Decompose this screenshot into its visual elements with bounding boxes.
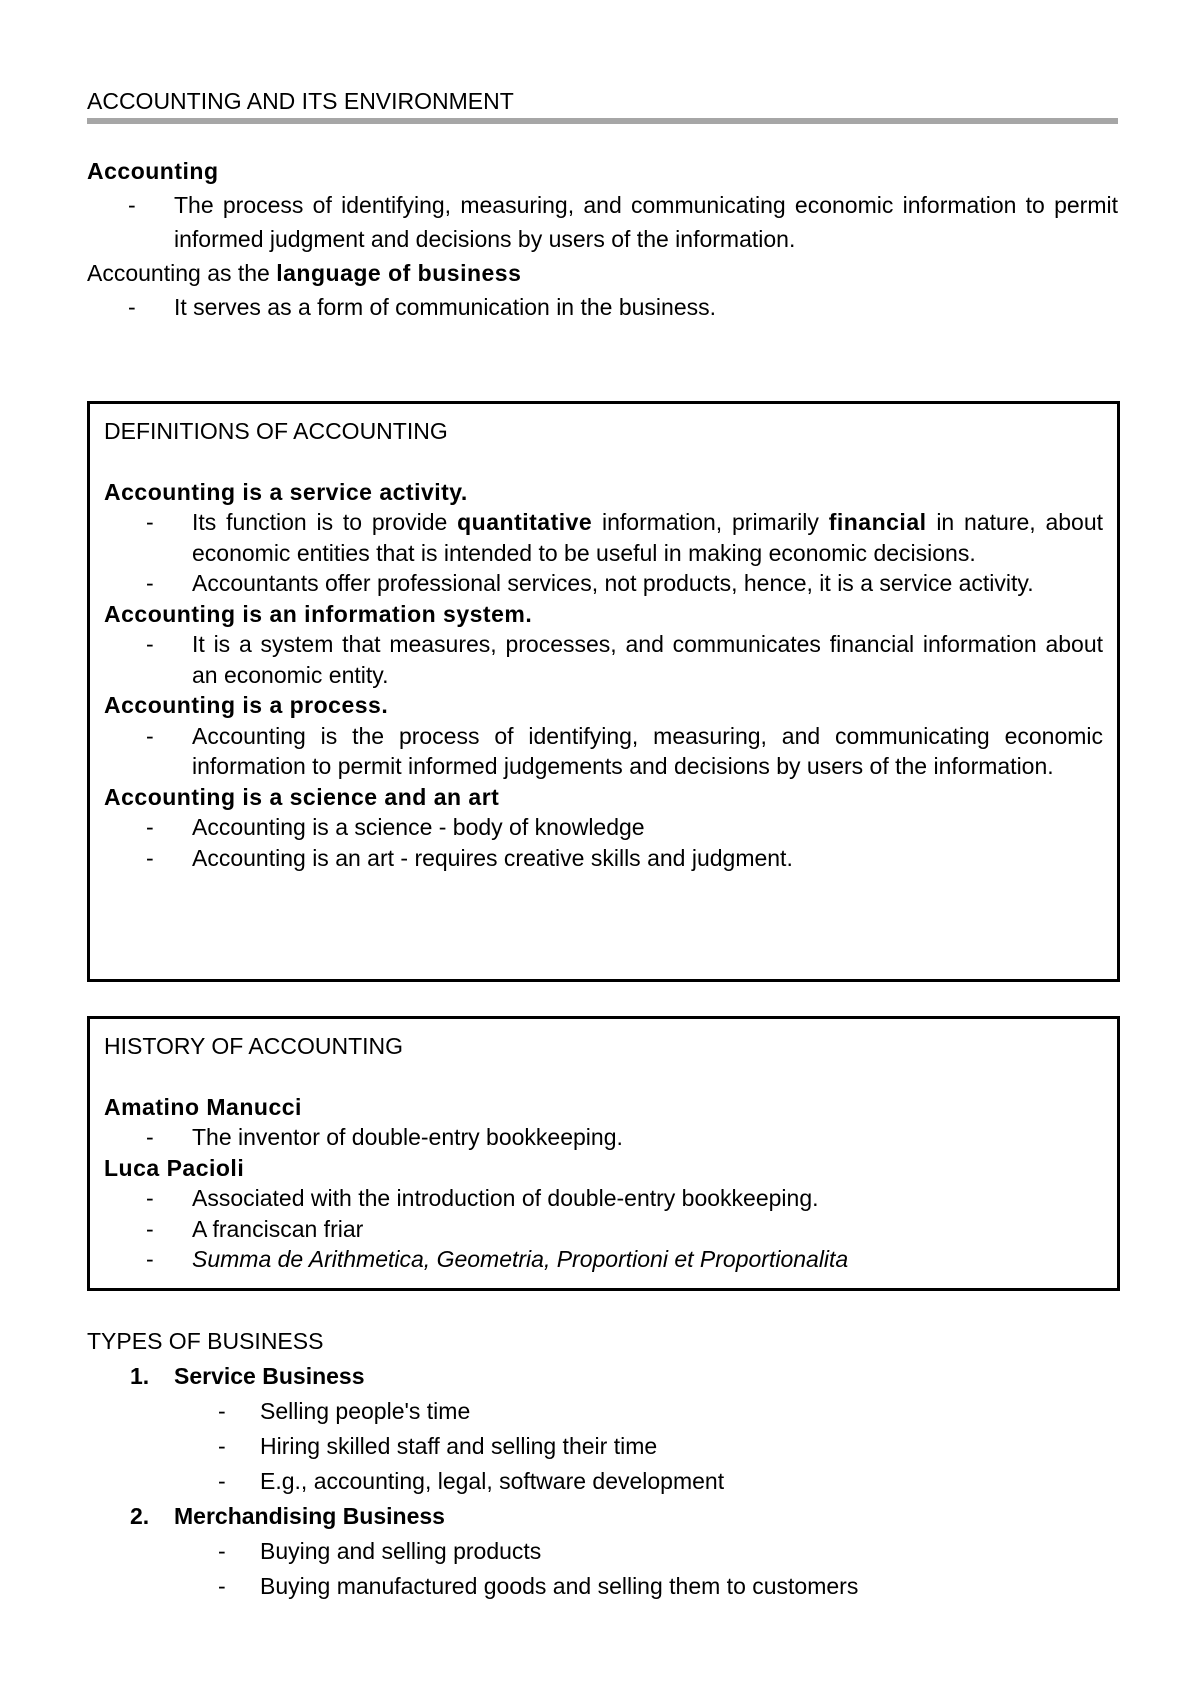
service-b1-part2: information, primarily <box>592 509 829 535</box>
pacioli-b2-text: A franciscan friar <box>192 1215 364 1242</box>
science-bullet-1 <box>104 812 1103 843</box>
process-b1-text: Accounting is the process of identifying, measuring, and communicating economic information to permit informed judgements and decisions by users of the information. <box>192 722 1103 779</box>
pacioli-bullet-1 <box>104 1183 1103 1214</box>
history-heading: HISTORY OF ACCOUNTING <box>104 1033 404 1059</box>
types-merch-bullet-2 <box>87 1569 1118 1604</box>
pacioli-b1-text: Associated with the introduction of double-entry bookkeeping. <box>192 1185 819 1211</box>
types-service-bullet-2 <box>87 1429 1118 1464</box>
types-item-service <box>87 1359 1118 1394</box>
dash-marker: - <box>146 509 154 535</box>
dash-marker: - <box>146 1246 154 1272</box>
science-bullet-2 <box>104 843 1103 874</box>
service-bullet-2 <box>104 568 1103 599</box>
language-bullet-text: It serves as a form of communication in the business. <box>174 294 717 320</box>
accounting-heading: Accounting <box>87 158 219 184</box>
dash-marker: - <box>128 192 136 218</box>
history-box <box>87 1016 1120 1291</box>
bullet-text: Buying and selling products <box>260 1538 542 1564</box>
pacioli-bullet-2 <box>104 1214 1103 1245</box>
pacioli-heading: Luca Pacioli <box>104 1154 245 1181</box>
bullet-text: Selling people's time <box>260 1398 471 1424</box>
dash-marker: - <box>128 294 136 320</box>
page-title: ACCOUNTING AND ITS ENVIRONMENT <box>87 88 514 114</box>
pacioli-b3-text: Summa de Arithmetica, Geometria, Proportioni et Proportionalita <box>192 1246 849 1272</box>
info-bullet-1 <box>104 629 1103 690</box>
types-merch-bullet-1 <box>87 1534 1118 1569</box>
types-service-bullet-1 <box>87 1394 1118 1429</box>
service-b2-text: Accountants offer professional services, not products, hence, it is a service activity. <box>192 570 1034 596</box>
dash-marker: - <box>146 1185 154 1211</box>
service-b1-quantitative: quantitative <box>457 509 593 535</box>
accounting-bullet-text: The process of identifying, measuring, and communicating economic information to permit informed judgment and decisions by users of the information. <box>174 192 1118 252</box>
info-b1-text: It is a system that measures, processes, and communicates financial information about an economic entity. <box>192 631 1103 688</box>
science-b1-text: Accounting is a science - body of knowledge <box>192 814 645 840</box>
language-bold: language of business <box>276 260 522 286</box>
dash-marker: - <box>218 1468 226 1494</box>
bullet-text: Hiring skilled staff and selling their time <box>260 1433 658 1459</box>
bullet-text: Buying manufactured goods and selling them to customers <box>260 1573 859 1599</box>
science-heading: Accounting is a science and an art <box>104 783 500 810</box>
process-heading: Accounting is a process. <box>104 692 389 718</box>
definitions-heading: DEFINITIONS OF ACCOUNTING <box>104 418 448 444</box>
manucci-b1-text: The inventor of double-entry bookkeeping. <box>192 1124 623 1150</box>
dash-marker: - <box>218 1433 226 1459</box>
types-service-bullet-3 <box>87 1464 1118 1499</box>
dash-marker: - <box>218 1573 226 1599</box>
dash-marker: - <box>146 814 154 840</box>
service-heading: Accounting is a service activity. <box>104 478 468 505</box>
dash-marker: - <box>146 844 154 871</box>
process-bullet-1 <box>104 721 1103 782</box>
dash-marker: - <box>146 631 154 657</box>
manucci-heading: Amatino Manucci <box>104 1093 302 1120</box>
definitions-box <box>87 401 1120 982</box>
dash-marker: - <box>146 1124 154 1150</box>
language-bullet <box>87 290 1118 324</box>
pacioli-bullet-3 <box>104 1244 1103 1275</box>
service-b1-part1: Its function is to provide <box>192 509 458 535</box>
dash-marker: - <box>218 1398 226 1424</box>
item-label: Service Business <box>174 1363 365 1389</box>
item-number: 1. <box>130 1363 150 1389</box>
dash-marker: - <box>146 722 154 749</box>
title-underline <box>87 118 1118 124</box>
dash-marker: - <box>146 570 154 596</box>
service-b1-part3: in nature, about economic entities that is intended to be useful in making economic decisions. <box>192 509 1104 566</box>
dash-marker: - <box>218 1538 226 1564</box>
item-number: 2. <box>130 1503 150 1529</box>
science-b2-text: Accounting is an art - requires creative skills and judgment. <box>192 844 793 871</box>
accounting-bullet <box>87 188 1118 256</box>
service-bullet-1 <box>104 507 1103 568</box>
item-label: Merchandising Business <box>174 1503 445 1529</box>
info-heading: Accounting is an information system. <box>104 600 533 627</box>
service-b1-financial: financial <box>828 509 927 535</box>
language-prefix: Accounting as the <box>87 260 277 286</box>
manucci-bullet-1 <box>104 1122 1103 1153</box>
bullet-text: E.g., accounting, legal, software development <box>260 1468 725 1494</box>
accounting-section <box>87 154 1118 324</box>
types-section <box>87 1324 1118 1604</box>
types-heading: TYPES OF BUSINESS <box>87 1328 324 1354</box>
language-line <box>87 256 1118 290</box>
types-item-merchandising <box>87 1499 1118 1534</box>
dash-marker: - <box>146 1215 154 1242</box>
